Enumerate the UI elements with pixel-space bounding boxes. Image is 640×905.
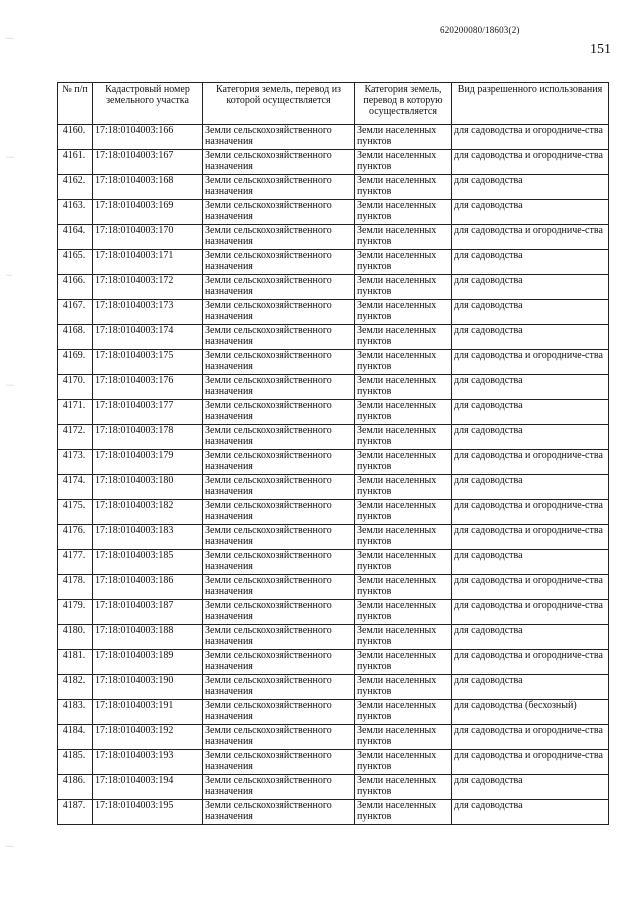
cadastral-number-cell: 17:18:0104003:172	[93, 275, 203, 300]
permitted-use-cell: для садоводства	[452, 800, 609, 825]
category-to-cell: Земли населенных пунктов	[355, 525, 452, 550]
category-to-cell: Земли населенных пунктов	[355, 675, 452, 700]
header-permitted-use: Вид разрешенного использования	[452, 83, 609, 125]
category-from-cell: Земли сельскохозяйственного назначения	[203, 725, 355, 750]
category-to-cell: Земли населенных пунктов	[355, 725, 452, 750]
permitted-use-cell: для садоводства и огородниче-ства	[452, 650, 609, 675]
table-row	[58, 200, 609, 225]
category-from-cell: Земли сельскохозяйственного назначения	[203, 350, 355, 375]
cadastral-number-cell: 17:18:0104003:179	[93, 450, 203, 475]
table-row	[58, 725, 609, 750]
table-row	[58, 400, 609, 425]
category-from-cell: Земли сельскохозяйственного назначения	[203, 200, 355, 225]
table-row	[58, 475, 609, 500]
category-from-cell: Земли сельскохозяйственного назначения	[203, 675, 355, 700]
header-category-from: Категория земель, перевод из которой осуществляется	[203, 83, 355, 125]
margin-mark: ····	[6, 844, 14, 850]
category-from-cell: Земли сельскохозяйственного назначения	[203, 475, 355, 500]
category-to-cell: Земли населенных пунктов	[355, 575, 452, 600]
cadastral-number-cell: 17:18:0104003:183	[93, 525, 203, 550]
category-to-cell: Земли населенных пунктов	[355, 400, 452, 425]
cadastral-number-cell: 17:18:0104003:173	[93, 300, 203, 325]
table-header-row	[58, 83, 609, 125]
category-to-cell: Земли населенных пунктов	[355, 250, 452, 275]
cadastral-number-cell: 17:18:0104003:168	[93, 175, 203, 200]
margin-mark: ····	[6, 36, 14, 42]
row-number-cell: 4169.	[58, 350, 93, 375]
table-row	[58, 350, 609, 375]
table-row	[58, 775, 609, 800]
cadastral-number-cell: 17:18:0104003:195	[93, 800, 203, 825]
category-from-cell: Земли сельскохозяйственного назначения	[203, 650, 355, 675]
table-row	[58, 175, 609, 200]
table-row	[58, 125, 609, 150]
header-category-to: Категория земель, перевод в которую осуществляется	[355, 83, 452, 125]
cadastral-number-cell: 17:18:0104003:171	[93, 250, 203, 275]
category-from-cell: Земли сельскохозяйственного назначения	[203, 800, 355, 825]
category-from-cell: Земли сельскохозяйственного назначения	[203, 600, 355, 625]
permitted-use-cell: для садоводства и огородниче-ства	[452, 600, 609, 625]
permitted-use-cell: для садоводства и огородниче-ства	[452, 725, 609, 750]
row-number-cell: 4179.	[58, 600, 93, 625]
category-to-cell: Земли населенных пунктов	[355, 550, 452, 575]
cadastral-number-cell: 17:18:0104003:188	[93, 625, 203, 650]
row-number-cell: 4175.	[58, 500, 93, 525]
row-number-cell: 4163.	[58, 200, 93, 225]
table-row	[58, 300, 609, 325]
category-from-cell: Земли сельскохозяйственного назначения	[203, 700, 355, 725]
cadastral-number-cell: 17:18:0104003:167	[93, 150, 203, 175]
category-to-cell: Земли населенных пунктов	[355, 350, 452, 375]
table-row	[58, 525, 609, 550]
table-row	[58, 325, 609, 350]
permitted-use-cell: для садоводства	[452, 325, 609, 350]
category-from-cell: Земли сельскохозяйственного назначения	[203, 625, 355, 650]
permitted-use-cell: для садоводства	[452, 475, 609, 500]
category-to-cell: Земли населенных пунктов	[355, 500, 452, 525]
table-row	[58, 450, 609, 475]
category-to-cell: Земли населенных пунктов	[355, 450, 452, 475]
permitted-use-cell: для садоводства	[452, 550, 609, 575]
table-row	[58, 375, 609, 400]
cadastral-number-cell: 17:18:0104003:194	[93, 775, 203, 800]
row-number-cell: 4173.	[58, 450, 93, 475]
cadastral-number-cell: 17:18:0104003:175	[93, 350, 203, 375]
permitted-use-cell: для садоводства и огородниче-ства	[452, 500, 609, 525]
permitted-use-cell: для садоводства (бесхозный)	[452, 700, 609, 725]
row-number-cell: 4171.	[58, 400, 93, 425]
permitted-use-cell: для садоводства и огородниче-ства	[452, 150, 609, 175]
category-to-cell: Земли населенных пунктов	[355, 150, 452, 175]
category-to-cell: Земли населенных пунктов	[355, 775, 452, 800]
page-number: 151	[590, 42, 611, 57]
permitted-use-cell: для садоводства и огородниче-ства	[452, 750, 609, 775]
table-row	[58, 500, 609, 525]
table-row	[58, 600, 609, 625]
category-from-cell: Земли сельскохозяйственного назначения	[203, 375, 355, 400]
category-from-cell: Земли сельскохозяйственного назначения	[203, 425, 355, 450]
permitted-use-cell: для садоводства	[452, 675, 609, 700]
cadastral-number-cell: 17:18:0104003:185	[93, 550, 203, 575]
row-number-cell: 4186.	[58, 775, 93, 800]
permitted-use-cell: для садоводства и огородниче-ства	[452, 350, 609, 375]
cadastral-number-cell: 17:18:0104003:180	[93, 475, 203, 500]
row-number-cell: 4162.	[58, 175, 93, 200]
cadastral-number-cell: 17:18:0104003:186	[93, 575, 203, 600]
cadastral-number-cell: 17:18:0104003:170	[93, 225, 203, 250]
category-to-cell: Земли населенных пунктов	[355, 125, 452, 150]
land-plots-table	[57, 82, 609, 825]
category-to-cell: Земли населенных пунктов	[355, 475, 452, 500]
table-row	[58, 625, 609, 650]
category-to-cell: Земли населенных пунктов	[355, 625, 452, 650]
table-row	[58, 575, 609, 600]
category-from-cell: Земли сельскохозяйственного назначения	[203, 525, 355, 550]
cadastral-number-cell: 17:18:0104003:177	[93, 400, 203, 425]
row-number-cell: 4160.	[58, 125, 93, 150]
permitted-use-cell: для садоводства и огородниче-ства	[452, 450, 609, 475]
category-to-cell: Земли населенных пунктов	[355, 375, 452, 400]
category-from-cell: Земли сельскохозяйственного назначения	[203, 775, 355, 800]
cadastral-number-cell: 17:18:0104003:182	[93, 500, 203, 525]
category-from-cell: Земли сельскохозяйственного назначения	[203, 275, 355, 300]
category-from-cell: Земли сельскохозяйственного назначения	[203, 325, 355, 350]
row-number-cell: 4172.	[58, 425, 93, 450]
category-from-cell: Земли сельскохозяйственного назначения	[203, 550, 355, 575]
category-to-cell: Земли населенных пунктов	[355, 300, 452, 325]
row-number-cell: 4167.	[58, 300, 93, 325]
permitted-use-cell: для садоводства	[452, 625, 609, 650]
category-to-cell: Земли населенных пунктов	[355, 800, 452, 825]
cadastral-number-cell: 17:18:0104003:192	[93, 725, 203, 750]
cadastral-number-cell: 17:18:0104003:191	[93, 700, 203, 725]
category-to-cell: Земли населенных пунктов	[355, 600, 452, 625]
row-number-cell: 4180.	[58, 625, 93, 650]
row-number-cell: 4174.	[58, 475, 93, 500]
row-number-cell: 4168.	[58, 325, 93, 350]
category-from-cell: Земли сельскохозяйственного назначения	[203, 500, 355, 525]
category-to-cell: Земли населенных пунктов	[355, 700, 452, 725]
table-row	[58, 800, 609, 825]
row-number-cell: 4176.	[58, 525, 93, 550]
permitted-use-cell: для садоводства	[452, 200, 609, 225]
margin-mark: ···	[6, 273, 12, 279]
header-number: № п/п	[58, 83, 93, 125]
row-number-cell: 4166.	[58, 275, 93, 300]
category-from-cell: Земли сельскохозяйственного назначения	[203, 750, 355, 775]
cadastral-number-cell: 17:18:0104003:190	[93, 675, 203, 700]
cadastral-number-cell: 17:18:0104003:174	[93, 325, 203, 350]
permitted-use-cell: для садоводства и огородниче-ства	[452, 125, 609, 150]
permitted-use-cell: для садоводства	[452, 175, 609, 200]
document-id: 620200080/18603(2)	[440, 25, 520, 35]
category-to-cell: Земли населенных пунктов	[355, 275, 452, 300]
category-from-cell: Земли сельскохозяйственного назначения	[203, 175, 355, 200]
margin-mark: ····	[6, 155, 14, 161]
row-number-cell: 4184.	[58, 725, 93, 750]
category-from-cell: Земли сельскохозяйственного назначения	[203, 150, 355, 175]
permitted-use-cell: для садоводства и огородниче-ства	[452, 575, 609, 600]
table-row	[58, 225, 609, 250]
category-from-cell: Земли сельскохозяйственного назначения	[203, 575, 355, 600]
header-cadastral-number: Кадастровый номер земельного участка	[93, 83, 203, 125]
category-to-cell: Земли населенных пунктов	[355, 750, 452, 775]
category-from-cell: Земли сельскохозяйственного назначения	[203, 125, 355, 150]
cadastral-number-cell: 17:18:0104003:166	[93, 125, 203, 150]
row-number-cell: 4187.	[58, 800, 93, 825]
row-number-cell: 4165.	[58, 250, 93, 275]
row-number-cell: 4170.	[58, 375, 93, 400]
permitted-use-cell: для садоводства и огородниче-ства	[452, 525, 609, 550]
permitted-use-cell: для садоводства	[452, 425, 609, 450]
table-row	[58, 425, 609, 450]
category-from-cell: Земли сельскохозяйственного назначения	[203, 225, 355, 250]
category-from-cell: Земли сельскохозяйственного назначения	[203, 450, 355, 475]
margin-mark: ····	[6, 383, 14, 389]
category-from-cell: Земли сельскохозяйственного назначения	[203, 250, 355, 275]
table-row	[58, 700, 609, 725]
row-number-cell: 4183.	[58, 700, 93, 725]
cadastral-number-cell: 17:18:0104003:187	[93, 600, 203, 625]
table-row	[58, 675, 609, 700]
row-number-cell: 4178.	[58, 575, 93, 600]
row-number-cell: 4182.	[58, 675, 93, 700]
category-to-cell: Земли населенных пунктов	[355, 325, 452, 350]
row-number-cell: 4164.	[58, 225, 93, 250]
permitted-use-cell: для садоводства	[452, 775, 609, 800]
table-row	[58, 250, 609, 275]
category-to-cell: Земли населенных пунктов	[355, 175, 452, 200]
permitted-use-cell: для садоводства	[452, 300, 609, 325]
permitted-use-cell: для садоводства	[452, 250, 609, 275]
cadastral-number-cell: 17:18:0104003:169	[93, 200, 203, 225]
category-from-cell: Земли сельскохозяйственного назначения	[203, 400, 355, 425]
table-row	[58, 650, 609, 675]
cadastral-number-cell: 17:18:0104003:193	[93, 750, 203, 775]
row-number-cell: 4181.	[58, 650, 93, 675]
permitted-use-cell: для садоводства и огородниче-ства	[452, 225, 609, 250]
category-to-cell: Земли населенных пунктов	[355, 200, 452, 225]
table-row	[58, 750, 609, 775]
cadastral-number-cell: 17:18:0104003:189	[93, 650, 203, 675]
category-to-cell: Земли населенных пунктов	[355, 225, 452, 250]
permitted-use-cell: для садоводства	[452, 275, 609, 300]
cadastral-number-cell: 17:18:0104003:178	[93, 425, 203, 450]
permitted-use-cell: для садоводства	[452, 400, 609, 425]
category-from-cell: Земли сельскохозяйственного назначения	[203, 300, 355, 325]
table-row	[58, 150, 609, 175]
row-number-cell: 4177.	[58, 550, 93, 575]
row-number-cell: 4161.	[58, 150, 93, 175]
category-to-cell: Земли населенных пунктов	[355, 425, 452, 450]
cadastral-number-cell: 17:18:0104003:176	[93, 375, 203, 400]
table-row	[58, 275, 609, 300]
table-row	[58, 550, 609, 575]
category-to-cell: Земли населенных пунктов	[355, 650, 452, 675]
row-number-cell: 4185.	[58, 750, 93, 775]
permitted-use-cell: для садоводства	[452, 375, 609, 400]
